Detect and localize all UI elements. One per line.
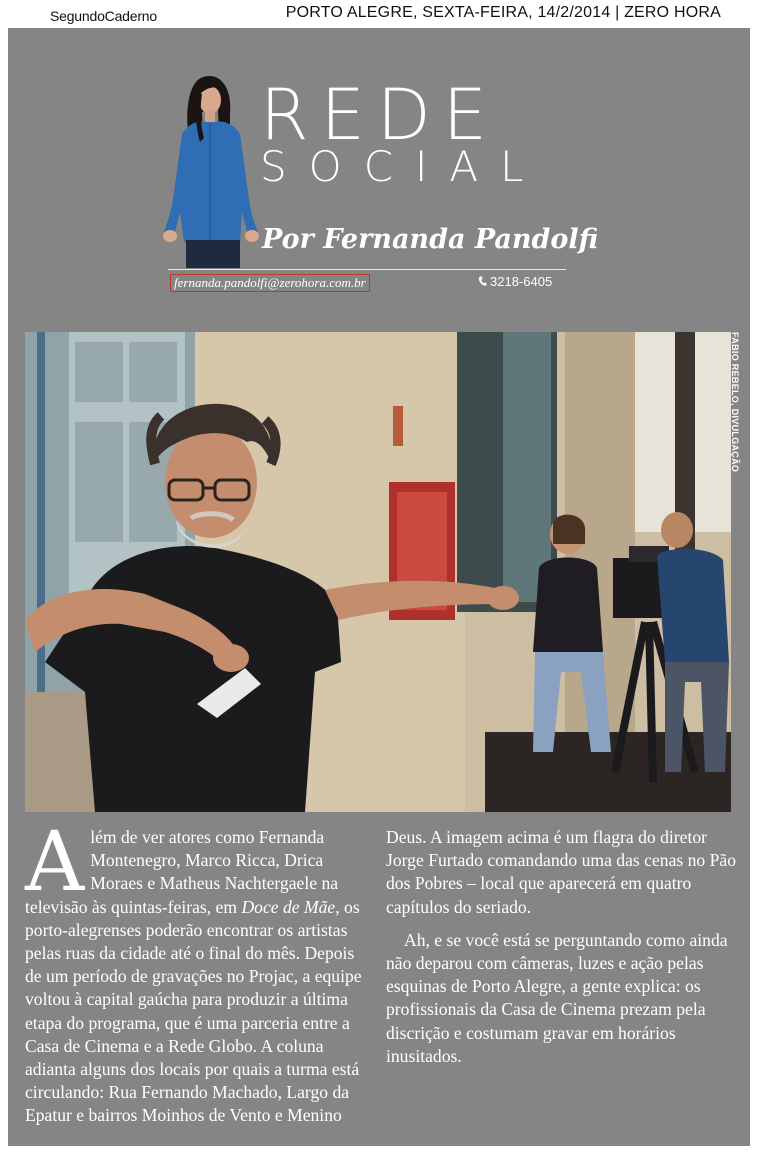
section-name: SegundoCaderno — [50, 8, 157, 24]
article-paragraph-2: Ah, e se você está se perguntando como ainda não deparou com câmeras, luzes e ação pelas esquinas de Porto Alegre, a gente explica: os profissionais da Casa de Cinema prezam pela discrição e costumam gravar em horários inusitados. — [386, 929, 728, 1066]
author-phone — [478, 274, 552, 290]
column-title-social: SOCIAL — [260, 142, 546, 191]
article-column-1 — [25, 815, 373, 1128]
phone-number: 3218-6405 — [490, 274, 553, 289]
phone-icon — [478, 276, 487, 287]
show-title: Doce de Mãe — [241, 896, 336, 917]
article-paragraph-1: Além de ver atores como Fernanda Montenegro, Marco Ricca, Drica Moraes e Matheus Nachtergaele na televisão às quintas-feiras, em Doce de Mãe, os porto-alegrenses poderão encontrar os artistas pelas ruas da cidade até o final do mês. Depois de um período de gravações no Projac, a equipe voltou à capital gaúcha para produzir a última etapa do programa, que é uma parceria entre a Casa de Cinema e a Rede Globo. A coluna adianta alguns dos locais por quais a turma está circulando: Rua Fernando Machado, Largo da Epatur e bairros Moinhos de Vento e Menino — [25, 815, 362, 1126]
column-page — [8, 28, 750, 1146]
author-email-link[interactable]: fernanda.pandolfi@zerohora.com.br — [170, 274, 370, 292]
dateline: PORTO ALEGRE, SEXTA-FEIRA, 14/2/2014 | ZERO HORA — [285, 4, 721, 21]
article-paragraph-1-continued: Deus. A imagem acima é um flagra do diretor Jorge Furtado comandando uma das cenas no Pão dos Pobres – local que aparecerá em quatro capítulos do seriado. — [386, 827, 737, 917]
page-header — [0, 0, 759, 28]
photo-credit: FABIO REBELO, DIVULGAÇÃO — [730, 332, 740, 473]
article-column-2 — [386, 826, 736, 1068]
author-photo — [158, 72, 263, 268]
column-title-rede: REDE — [260, 74, 499, 156]
header-divider — [168, 269, 566, 270]
filming-scene-photo — [25, 332, 731, 812]
drop-cap: A — [25, 815, 85, 910]
column-byline: Por Fernanda Pandolfi — [262, 224, 599, 255]
